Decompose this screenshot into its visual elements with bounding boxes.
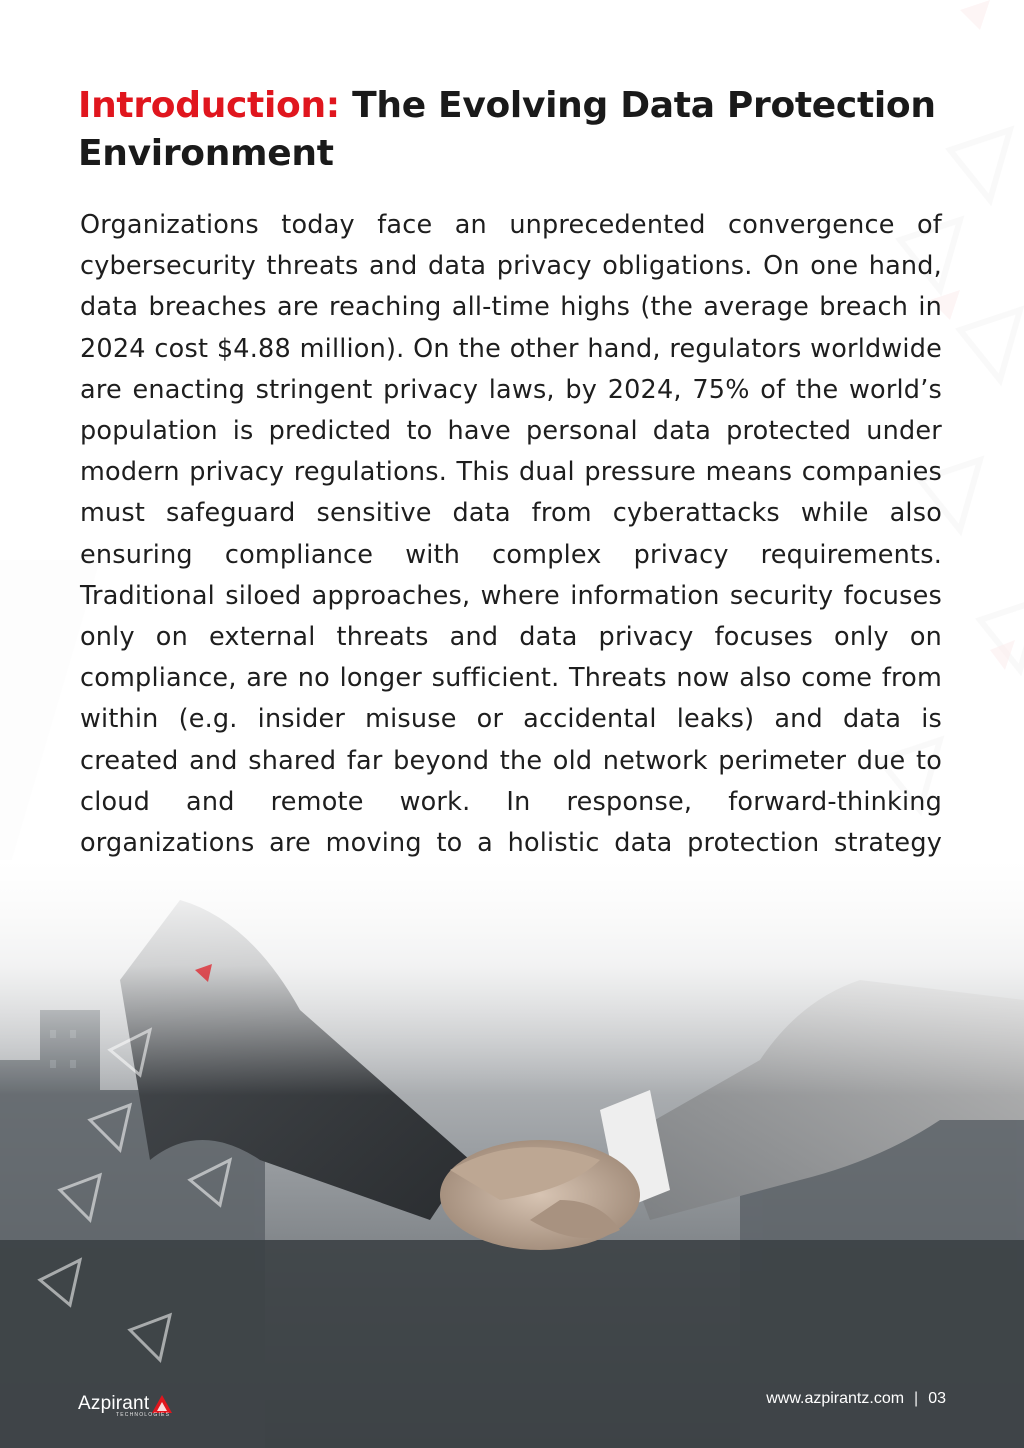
logo-triangle-icon <box>151 1394 173 1414</box>
brand-name: Azpirant <box>78 1393 150 1414</box>
page-number: 03 <box>928 1390 946 1407</box>
company-logo <box>78 1390 173 1418</box>
heading-title: The Evolving Data Protection Environment <box>78 85 936 174</box>
page-heading <box>78 82 958 178</box>
footer-separator: | <box>914 1390 919 1407</box>
body-paragraph: Organizations today face an unprecedented convergence of cybersecurity threats and data privacy obligations. On one hand, data breaches are reaching all-time highs (the average breach in 2024 cost $4.88 million). On the other hand, regulators worldwide are enacting stringent privacy laws, by 2024, 75% of the world’s population is predicted to have personal data protected under modern privacy regulations. This dual pressure means companies must safeguard sensitive data from cyberattacks while also ensuring compliance with complex privacy requirements. Traditional siloed approaches, where information security focuses only on external threats and data privacy focuses only on compliance, are no longer sufficient. Threats now also come from within (e.g. insider misuse or accidental leaks) and data is created and shared far beyond the old network perimeter due to cloud and remote work. In response, forward-thinking organizations are moving to a holistic data protection strategy <box>80 210 942 859</box>
footer-info <box>766 1390 946 1408</box>
website-link[interactable]: www.azpirantz.com <box>766 1390 905 1407</box>
heading-accent: Introduction: <box>78 85 340 126</box>
handshake-photo <box>0 860 1024 1448</box>
brand-subtitle: TECHNOLOGIES <box>116 1412 171 1418</box>
